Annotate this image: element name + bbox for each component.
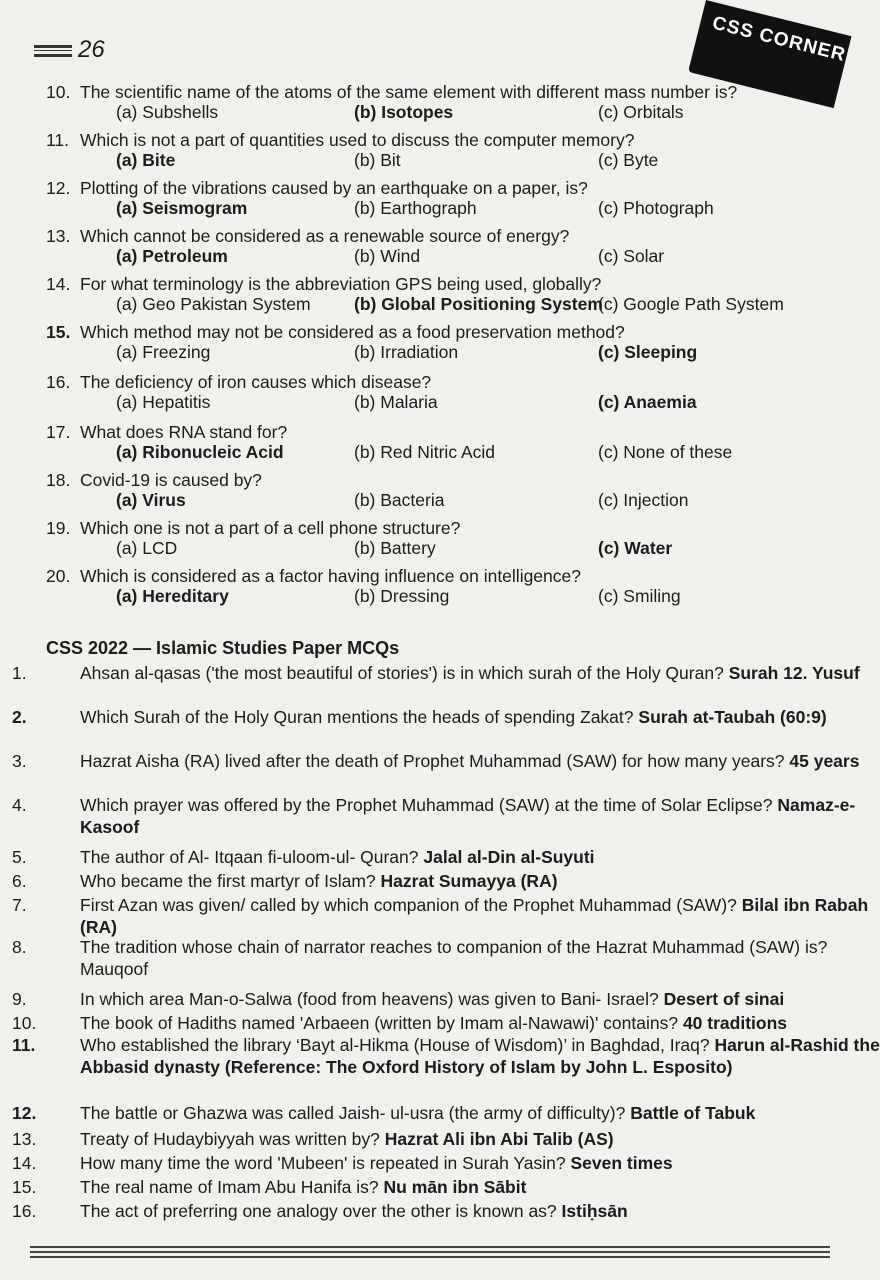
mcq-question-text: The scientific name of the atoms of the same element with different mass number is? bbox=[80, 82, 738, 102]
islamic-mcq-number: 14. bbox=[12, 1153, 37, 1173]
mcq-option-a: (a) Subshells bbox=[116, 102, 219, 122]
islamic-mcq-number: 1. bbox=[12, 663, 27, 683]
mcq-question-row bbox=[46, 518, 846, 538]
mcq-option-c: (c) Orbitals bbox=[598, 102, 684, 122]
islamic-mcq-question: Who established the library ‘Bayt al-Hikma (House of Wisdom)’ in Baghdad, Iraq? bbox=[80, 1035, 710, 1055]
islamic-mcq-item bbox=[12, 1102, 880, 1124]
mcq-item bbox=[46, 566, 846, 608]
mcq-option-b: (b) Earthograph bbox=[354, 198, 477, 218]
islamic-mcq-answer: Mauqoof bbox=[80, 959, 149, 979]
css-corner-badge: CSS CORNER bbox=[688, 0, 851, 108]
islamic-mcq-item bbox=[12, 750, 880, 772]
mcq-option-b: (b) Bit bbox=[354, 150, 401, 170]
mcq-item bbox=[46, 226, 846, 268]
islamic-mcq-number: 6. bbox=[12, 871, 27, 891]
mcq-question-row bbox=[46, 274, 846, 294]
islamic-mcq-question: Which prayer was offered by the Prophet Muhammad (SAW) at the time of Solar Eclipse? bbox=[80, 795, 773, 815]
mcq-question-text: Which is not a part of quantities used to discuss the computer memory? bbox=[80, 130, 635, 150]
islamic-mcq-item bbox=[12, 794, 880, 838]
islamic-mcq-answer: Surah at-Taubah (60:9) bbox=[638, 707, 827, 727]
islamic-mcq-answer: Surah 12. Yusuf bbox=[728, 663, 860, 683]
islamic-mcq-item bbox=[12, 936, 880, 980]
mcq-option-a: (a) Freezing bbox=[116, 342, 211, 362]
islamic-mcq-answer: Harun al-Rashid the Abbasid dynasty (Reference: The Oxford History of Islam by John L. Esposito) bbox=[80, 1035, 880, 1077]
islamic-mcq-question: Treaty of Hudaybiyyah was written by? bbox=[80, 1129, 380, 1149]
mcq-number: 15. bbox=[46, 322, 71, 342]
mcq-option-c: (c) Injection bbox=[598, 490, 689, 510]
mcq-item bbox=[46, 422, 846, 464]
islamic-mcq-item bbox=[12, 988, 880, 1010]
mcq-number: 18. bbox=[46, 470, 71, 490]
mcq-option-a: (a) Petroleum bbox=[116, 246, 228, 266]
mcq-question-row bbox=[46, 322, 846, 342]
mcq-option-b: (b) Battery bbox=[354, 538, 436, 558]
islamic-mcq-answer: Nu mān ibn Sābit bbox=[383, 1177, 527, 1197]
mcq-option-a: (a) Hepatitis bbox=[116, 392, 211, 412]
islamic-mcq-number: 8. bbox=[12, 937, 27, 957]
islamic-mcq-number: 9. bbox=[12, 989, 27, 1009]
islamic-mcq-item bbox=[12, 894, 880, 938]
page-number-rule bbox=[34, 45, 72, 57]
mcq-number: 19. bbox=[46, 518, 71, 538]
mcq-option-b: (b) Isotopes bbox=[354, 102, 454, 122]
islamic-mcq-question: The author of Al- Itqaan fi-uloom-ul- Quran? bbox=[80, 847, 419, 867]
islamic-mcq-question: In which area Man-o-Salwa (food from heavens) was given to Bani- Israel? bbox=[80, 989, 659, 1009]
mcq-question-text: The deficiency of iron causes which disease? bbox=[80, 372, 432, 392]
islamic-mcq-item bbox=[12, 870, 880, 892]
islamic-mcq-number: 12. bbox=[12, 1103, 37, 1123]
islamic-mcq-question: Ahsan al-qasas ('the most beautiful of stories') is in which surah of the Holy Quran? bbox=[80, 663, 724, 683]
mcq-option-b: (b) Red Nitric Acid bbox=[354, 442, 496, 462]
islamic-mcq-item bbox=[12, 846, 880, 868]
mcq-item bbox=[46, 372, 846, 414]
islamic-mcq-item bbox=[12, 1152, 880, 1174]
mcq-options bbox=[46, 442, 846, 464]
islamic-mcq-item bbox=[12, 1012, 880, 1034]
islamic-mcq-question: How many time the word 'Mubeen' is repeated in Surah Yasin? bbox=[80, 1153, 566, 1173]
mcq-options bbox=[46, 538, 846, 560]
mcq-number: 14. bbox=[46, 274, 71, 294]
mcq-question-text: Which one is not a part of a cell phone structure? bbox=[80, 518, 461, 538]
mcq-question-row bbox=[46, 178, 846, 198]
mcq-item bbox=[46, 82, 846, 124]
mcq-question-text: Which cannot be considered as a renewable source of energy? bbox=[80, 226, 570, 246]
islamic-mcq-number: 16. bbox=[12, 1201, 37, 1221]
mcq-question-text: Which method may not be considered as a food preservation method? bbox=[80, 322, 625, 342]
mcq-options bbox=[46, 198, 846, 220]
mcq-item bbox=[46, 274, 846, 316]
mcq-option-b: (b) Dressing bbox=[354, 586, 450, 606]
mcq-number: 13. bbox=[46, 226, 71, 246]
islamic-mcq-number: 5. bbox=[12, 847, 27, 867]
islamic-mcq-answer: Namaz-e-Kasoof bbox=[80, 795, 856, 837]
islamic-mcq-question: The tradition whose chain of narrator reaches to companion of the Hazrat Muhammad (SAW) is? bbox=[80, 937, 828, 957]
islamic-mcq-answer: Jalal al-Din al-Suyuti bbox=[423, 847, 595, 867]
mcq-option-c: (c) Sleeping bbox=[598, 342, 698, 362]
islamic-mcq-question: Which Surah of the Holy Quran mentions the heads of spending Zakat? bbox=[80, 707, 634, 727]
mcq-options bbox=[46, 392, 846, 414]
islamic-mcq-question: The act of preferring one analogy over the other is known as? bbox=[80, 1201, 557, 1221]
mcq-question-row bbox=[46, 226, 846, 246]
islamic-mcq-question: The book of Hadiths named 'Arbaeen (written by Imam al-Nawawi)' contains? bbox=[80, 1013, 679, 1033]
mcq-question-row bbox=[46, 470, 846, 490]
mcq-options bbox=[46, 246, 846, 268]
mcq-option-c: (c) Solar bbox=[598, 246, 665, 266]
mcq-number: 12. bbox=[46, 178, 71, 198]
mcq-item bbox=[46, 518, 846, 560]
islamic-mcq-answer: Bilal ibn Rabah (RA) bbox=[80, 895, 869, 937]
islamic-mcq-number: 10. bbox=[12, 1013, 37, 1033]
islamic-mcq-answer: Hazrat Ali ibn Abi Talib (AS) bbox=[384, 1129, 614, 1149]
mcq-number: 17. bbox=[46, 422, 71, 442]
mcq-question-row bbox=[46, 130, 846, 150]
mcq-option-a: (a) Virus bbox=[116, 490, 186, 510]
section-title: CSS 2022 — Islamic Studies Paper MCQs bbox=[46, 638, 400, 658]
islamic-mcq-item bbox=[12, 1128, 880, 1150]
mcq-item bbox=[46, 178, 846, 220]
islamic-mcq-item bbox=[12, 706, 880, 728]
mcq-question-row bbox=[46, 82, 846, 102]
islamic-mcq-number: 2. bbox=[12, 707, 27, 727]
islamic-mcq-question: The battle or Ghazwa was called Jaish- ul-usra (the army of difficulty)? bbox=[80, 1103, 626, 1123]
mcq-option-c: (c) Smiling bbox=[598, 586, 681, 606]
islamic-mcq-number: 15. bbox=[12, 1177, 37, 1197]
islamic-mcq-number: 11. bbox=[12, 1035, 36, 1055]
mcq-option-a: (a) Hereditary bbox=[116, 586, 229, 606]
mcq-question-text: Which is considered as a factor having influence on intelligence? bbox=[80, 566, 581, 586]
islamic-mcq-question: The real name of Imam Abu Hanifa is? bbox=[80, 1177, 379, 1197]
mcq-options bbox=[46, 342, 846, 364]
mcq-options bbox=[46, 102, 846, 124]
islamic-mcq-answer: Seven times bbox=[570, 1153, 673, 1173]
mcq-option-b: (b) Bacteria bbox=[354, 490, 445, 510]
mcq-option-c: (c) Photograph bbox=[598, 198, 714, 218]
mcq-option-b: (b) Malaria bbox=[354, 392, 438, 412]
mcq-option-b: (b) Global Positioning System bbox=[354, 294, 603, 314]
islamic-mcq-number: 4. bbox=[12, 795, 27, 815]
mcq-number: 11. bbox=[46, 130, 70, 150]
mcq-options bbox=[46, 490, 846, 512]
mcq-item bbox=[46, 470, 846, 512]
mcq-option-b: (b) Irradiation bbox=[354, 342, 459, 362]
mcq-option-a: (a) Bite bbox=[116, 150, 176, 170]
mcq-option-c: (c) Water bbox=[598, 538, 673, 558]
mcq-question-text: For what terminology is the abbreviation GPS being used, globally? bbox=[80, 274, 602, 294]
mcq-option-c: (c) Google Path System bbox=[598, 294, 784, 314]
islamic-mcq-answer: Battle of Tabuk bbox=[630, 1103, 756, 1123]
mcq-option-a: (a) Seismogram bbox=[116, 198, 248, 218]
islamic-mcq-number: 7. bbox=[12, 895, 27, 915]
mcq-number: 20. bbox=[46, 566, 71, 586]
mcq-question-text: Plotting of the vibrations caused by an earthquake on a paper, is? bbox=[80, 178, 588, 198]
mcq-option-c: (c) Byte bbox=[598, 150, 659, 170]
islamic-mcq-answer: Istiḥsān bbox=[561, 1201, 628, 1221]
mcq-options bbox=[46, 150, 846, 172]
bottom-rule bbox=[30, 1246, 830, 1266]
islamic-mcq-number: 3. bbox=[12, 751, 27, 771]
islamic-mcq-item bbox=[12, 662, 880, 684]
islamic-mcq-item bbox=[12, 1176, 880, 1198]
islamic-mcq-question: First Azan was given/ called by which companion of the Prophet Muhammad (SAW)? bbox=[80, 895, 737, 915]
mcq-number: 16. bbox=[46, 372, 71, 392]
mcq-option-c: (c) None of these bbox=[598, 442, 733, 462]
islamic-mcq-item bbox=[12, 1034, 880, 1078]
mcq-item bbox=[46, 322, 846, 364]
mcq-number: 10. bbox=[46, 82, 71, 102]
islamic-mcq-answer: Hazrat Sumayya (RA) bbox=[380, 871, 558, 891]
mcq-options bbox=[46, 586, 846, 608]
mcq-question-row bbox=[46, 566, 846, 586]
islamic-mcq-answer: 40 traditions bbox=[682, 1013, 788, 1033]
mcq-question-text: Covid-19 is caused by? bbox=[80, 470, 262, 490]
mcq-option-b: (b) Wind bbox=[354, 246, 421, 266]
mcq-question-row bbox=[46, 422, 846, 442]
mcq-option-a: (a) Ribonucleic Acid bbox=[116, 442, 284, 462]
islamic-mcq-question: Who became the first martyr of Islam? bbox=[80, 871, 376, 891]
islamic-mcq-answer: 45 years bbox=[789, 751, 860, 771]
islamic-mcq-number: 13. bbox=[12, 1129, 37, 1149]
mcq-options bbox=[46, 294, 846, 316]
mcq-item bbox=[46, 130, 846, 172]
page-number: 26 bbox=[78, 36, 105, 63]
islamic-mcq-answer: Desert of sinai bbox=[663, 989, 785, 1009]
mcq-question-text: What does RNA stand for? bbox=[80, 422, 288, 442]
mcq-option-a: (a) LCD bbox=[116, 538, 178, 558]
mcq-option-a: (a) Geo Pakistan System bbox=[116, 294, 311, 314]
mcq-option-c: (c) Anaemia bbox=[598, 392, 697, 412]
islamic-mcq-item bbox=[12, 1200, 880, 1222]
islamic-mcq-question: Hazrat Aisha (RA) lived after the death of Prophet Muhammad (SAW) for how many years? bbox=[80, 751, 785, 771]
mcq-question-row bbox=[46, 372, 846, 392]
